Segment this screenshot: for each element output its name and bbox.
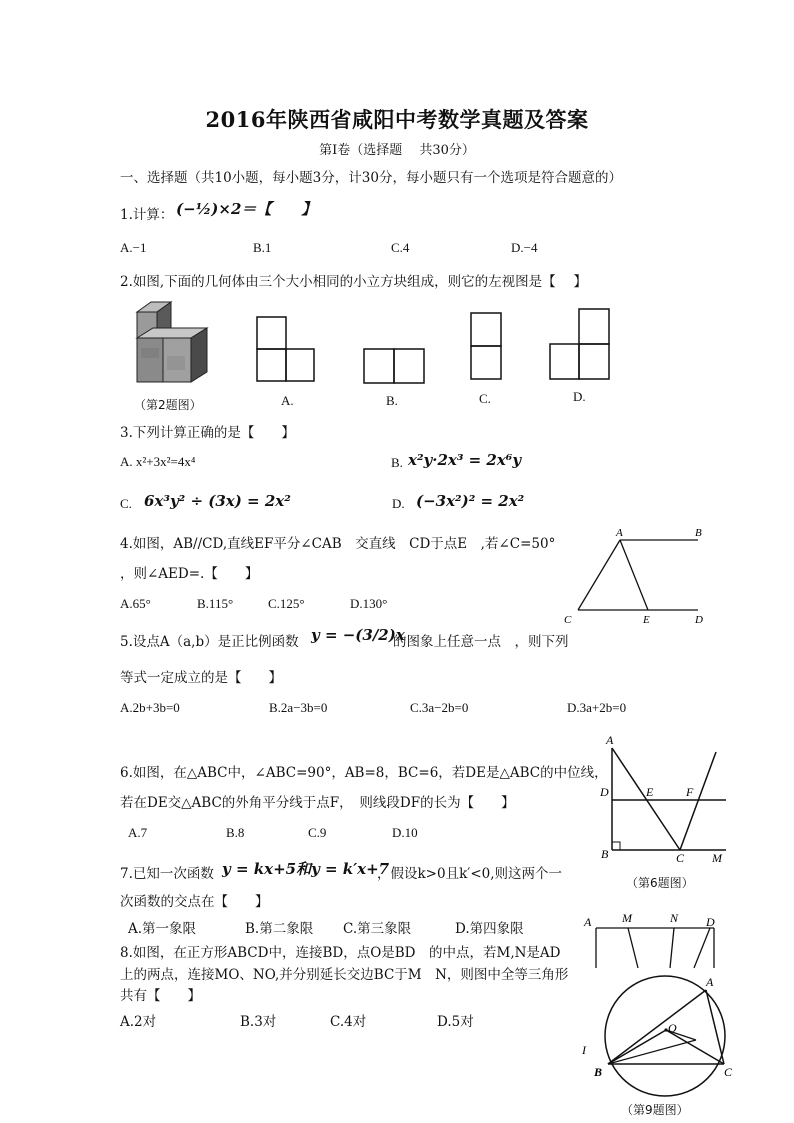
q7-line1-start: 7.已知一次函数 [120, 866, 214, 882]
q2-label-c: C. [479, 391, 491, 406]
q7-option-b: B.第二象限 [245, 921, 314, 937]
q2-stem: 2.如图,下面的几何体由三个大小相同的小立方块组成，则它的左视图是【 】 [120, 274, 587, 290]
q9-figure [578, 972, 734, 1098]
q6-label-m: M [712, 851, 722, 864]
q2-option-b-view [362, 346, 426, 386]
q7-option-a: A.第一象限 [128, 921, 197, 937]
q6-label-e: E [646, 785, 654, 799]
q5-line1-end: 的图象上任意一点 ，则下列 [393, 634, 569, 650]
q8-figure [582, 908, 722, 970]
q3-option-a: A. x²+3x²=4x⁴ [120, 454, 196, 469]
q5-option-b: B.2a−3b=0 [269, 700, 328, 715]
q6-line2: 若在DE交△ABC的外角平分线于点F， 则线段DF的长为【 】 [120, 795, 515, 811]
q1-option-a: A.−1 [120, 240, 147, 255]
q8-option-a: A.2对 [120, 1014, 157, 1030]
q6-label-c: C [676, 851, 685, 864]
q8-label-a: A [584, 915, 592, 929]
q1-option-d: D.−4 [511, 240, 538, 255]
q6-option-d: D.10 [392, 825, 418, 840]
q2-caption: （第2题图） [134, 398, 202, 412]
q2-label-b: B. [386, 393, 398, 408]
q9-label-c: C [724, 1065, 733, 1079]
q9-caption: （第9题图） [621, 1103, 689, 1117]
q4-option-d: D.130° [350, 596, 388, 611]
q1-option-b: B.1 [253, 240, 272, 255]
q6-option-c: C.9 [308, 825, 327, 840]
q8-label-m: M [622, 911, 632, 925]
section-subtitle: 第Ⅰ卷（选择题 共30分） [319, 143, 475, 158]
q4-option-a: A.65° [120, 596, 151, 611]
q3-option-b-label: B. [391, 455, 403, 470]
q8-option-d: D.5对 [437, 1014, 474, 1030]
q1-expression: (−½)×2＝【 】 [176, 200, 317, 218]
q7-line2: 次函数的交点在【 】 [120, 894, 269, 910]
q9-label-a: A [706, 975, 714, 989]
q2-label-a: A. [281, 393, 294, 408]
q6-label-a: A [606, 733, 614, 747]
q6-option-b: B.8 [226, 825, 245, 840]
q1-stem: 1.计算： [120, 207, 174, 223]
q5-option-a: A.2b+3b=0 [120, 700, 180, 715]
q4-label-b: B [695, 527, 702, 539]
q5-option-d: D.3a+2b=0 [567, 700, 627, 715]
q6-label-f: F [686, 785, 694, 799]
q6-option-a: A.7 [128, 825, 148, 840]
q8-line1: 8.如图，在正方形ABCD中，连接BD，点O是BD 的中点，若M,N是AD [120, 945, 561, 961]
q1-option-c: C.4 [391, 240, 410, 255]
q3-stem: 3.下列计算正确的是【 】 [120, 425, 295, 441]
section-instructions: 一、选择题（共10小题，每小题3分，计30分，每小题只有一个选项是符合题意的） [120, 170, 622, 186]
q3-option-b-expr: x²y·2x³ = 2x⁶y [408, 451, 522, 469]
q2-option-c-view [468, 310, 504, 382]
q4-line1: 4.如图，AB//CD,直线EF平分∠CAB 交直线 CD于点E ,若∠C=50° [120, 536, 556, 552]
q6-caption: （第6题图） [626, 876, 694, 890]
q4-figure [558, 524, 716, 628]
q7-option-d: D.第四象限 [455, 921, 524, 937]
q7-functions-expr: y = kx+5和y = k′x+7 [222, 860, 390, 878]
q4-label-d: D [695, 614, 703, 626]
page-title: 2016年陕西省咸阳中考数学真题及答案 [205, 107, 589, 132]
q4-label-e: E [643, 614, 650, 626]
q3-option-c-label: C. [120, 496, 132, 511]
q2-option-d-view [548, 306, 612, 382]
q4-line2: ，则∠AED=.【 】 [120, 566, 259, 582]
q7-option-c: C.第三象限 [343, 921, 412, 937]
q9-label-b: B [594, 1065, 603, 1079]
q8-line3: 共有【 】 [120, 988, 201, 1004]
q8-label-d: D [706, 915, 715, 929]
q7-line1-end: ，假设k>0且k′<0,则这两个一 [377, 866, 563, 882]
q9-label-o: O [668, 1021, 677, 1035]
q5-line1-start: 5.设点A（a,b）是正比例函数 [120, 634, 299, 650]
q4-option-c: C.125° [268, 596, 305, 611]
q2-option-a-view [254, 314, 316, 384]
q3-option-d-expr: (−3x²)² = 2x² [416, 492, 525, 510]
q9-label-i: I [582, 1043, 586, 1057]
q6-label-d: D [600, 785, 609, 799]
q5-option-c: C.3a−2b=0 [410, 700, 469, 715]
q3-option-d-label: D. [392, 496, 405, 511]
q5-line2: 等式一定成立的是【 】 [120, 670, 282, 686]
q4-label-c: C [564, 614, 572, 626]
q2-label-d: D. [573, 389, 586, 404]
q6-figure [598, 732, 730, 864]
q2-solid-figure [131, 298, 211, 390]
q4-label-a: A [616, 527, 623, 539]
q6-line1: 6.如图，在△ABC中，∠ABC=90°，AB=8，BC=6，若DE是△ABC的中位线， [120, 765, 608, 781]
q8-option-b: B.3对 [240, 1014, 277, 1030]
q8-label-n: N [670, 911, 679, 925]
q8-option-c: C.4对 [330, 1014, 367, 1030]
q5-function-expr: y = −(3/2)x [311, 626, 405, 644]
q4-option-b: B.115° [197, 596, 234, 611]
q6-label-b: B [601, 847, 609, 861]
q3-option-c-expr: 6x³y² ÷ (3x) = 2x² [144, 492, 291, 510]
q8-line2: 上的两点，连接MO、NO,并分别延长交边BC于M N，则图中全等三角形 [120, 967, 569, 983]
